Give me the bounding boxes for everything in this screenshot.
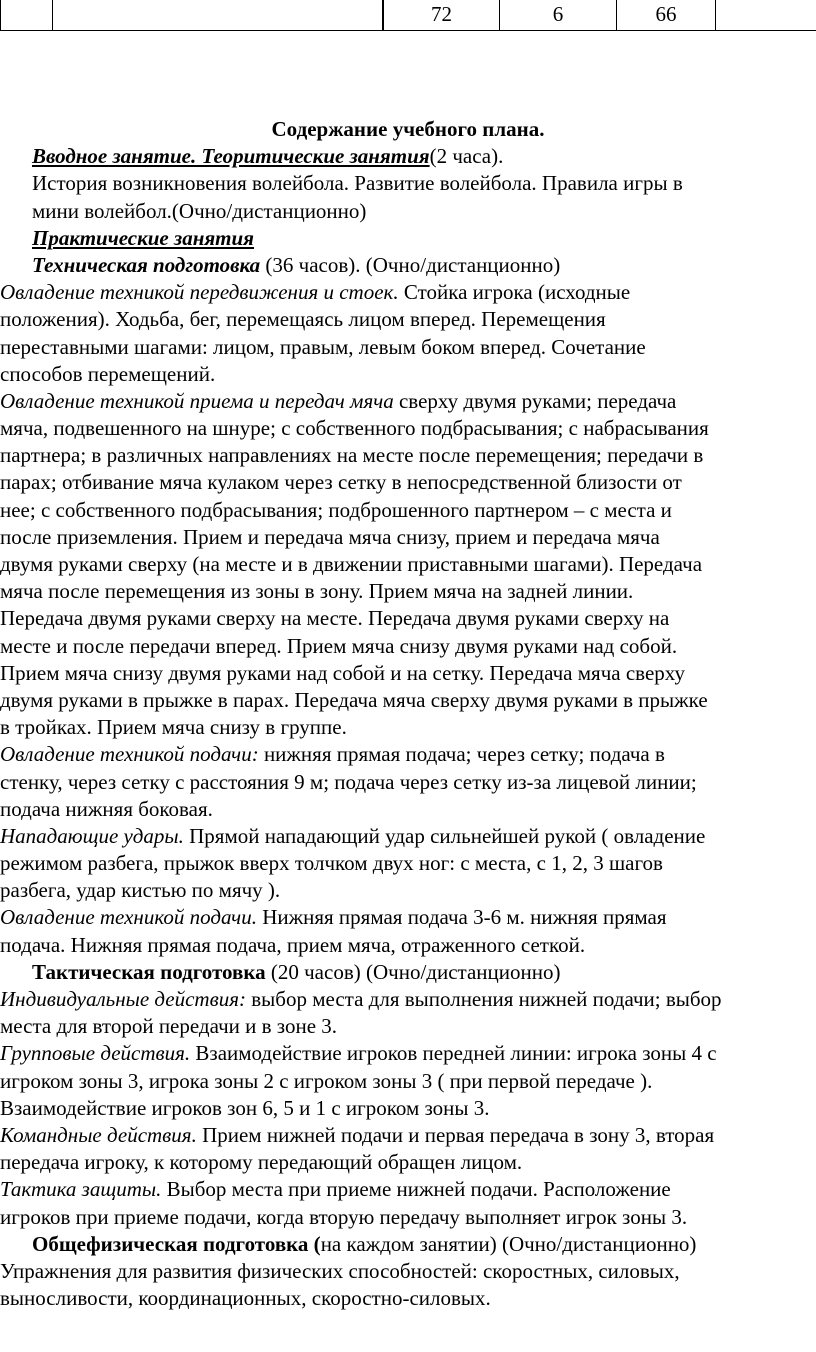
paragraph-line: выносливости, координационных, скоростно-силовых. [0,1286,491,1311]
paragraph-text: Нижняя прямая подача 3-6 м. нижняя прямая [256,905,667,930]
paragraph-line: разбега, удар кистью по мячу ). [0,878,281,903]
paragraph-line [0,388,816,415]
paragraph-line [0,279,816,306]
table-row [1,0,816,31]
ofp-heading [0,1231,816,1258]
paragraph-text: Выбор места при приеме нижней подачи. Расположение [161,1177,671,1202]
paragraph-heading: Групповые действия. [0,1041,191,1066]
paragraph-line [0,1040,816,1067]
table-cell [1,0,53,31]
paragraph-line [0,1176,816,1203]
paragraph-line: положения). Ходьба, бег, перемещаясь лицом вперед. Перемещения [0,307,606,332]
ofp-label: Общефизическая подготовка ( [32,1231,321,1256]
table-cell-hours-practice: 66 [617,0,716,31]
paragraph-heading: Нападающие удары. [0,823,184,848]
paragraph-line: в тройках. Прием мяча снизу в группе. [0,715,347,740]
table-cell-hours-total: 72 [384,0,500,31]
paragraph-line: Взаимодействие игроков зон 6, 5 и 1 с игроком зоны 3. [0,1095,490,1120]
paragraph-line: режимом разбега, прыжок вверх толчком двух ног: с места, с 1, 2, 3 шагов [0,851,663,876]
page-title: Содержание учебного плана. [271,117,545,141]
paragraph-line: Упражнения для развития физических способностей: скоростных, силовых, [0,1258,680,1283]
table-cell [53,0,383,31]
paragraph-line: партнера; в различных направлениях на месте после перемещения; передачи в [0,443,704,468]
paragraph-heading: Овладение техникой передвижения и стоек. [0,280,399,305]
paragraph-heading: Овладение техникой подачи. [0,905,257,930]
paragraph-text: Стойка игрока (исходные [398,280,631,305]
paragraph-line: мяча, подвешенного на шнуре; с собственного подбрасывания; с набрасывания [0,416,709,441]
paragraph-text: нижняя прямая подача; через сетку; подача в [258,742,665,767]
paragraph-line: игроков при приеме подачи, когда вторую передачу выполняет игрок зоны 3. [0,1204,688,1229]
tactics-label: Тактическая подготовка [32,959,266,984]
paragraph-line: стенку, через сетку с расстояния 9 м; подача через сетку из-за лицевой линии; [0,769,697,794]
tactics-hours: (20 часов) (Очно/дистанционно) [265,959,561,984]
paragraph-line: Прием мяча снизу двумя руками над собой и на сетку. Передача мяча сверху [0,660,685,685]
paragraph-heading: Овладение техникой приема и передач мяча [0,388,394,413]
intro-line: мини волейбол.(Очно/дистанционно) [32,198,367,223]
paragraph-heading: Командные действия. [0,1122,197,1147]
paragraph-line: двумя руками сверху (на месте и в движении приставными шагами). Передача [0,552,703,576]
practical-label: Практические занятия [32,225,254,250]
paragraph-line: переставными шагами: лицом, правым, левым боком вперед. Сочетание [0,334,646,359]
paragraph-line [0,823,816,850]
paragraph-heading: Тактика защиты. [0,1177,162,1202]
paragraph-line: месте и после передачи вперед. Прием мяча снизу двумя руками над собой. [0,633,678,658]
top-table [0,0,816,31]
paragraph-line [0,1122,816,1149]
intro-hours: (2 часа). [429,144,504,169]
paragraph-line [0,904,816,931]
intro-line: История возникновения волейбола. Развитие волейбола. Правила игры в [32,171,683,196]
tech-hours: (36 часов). (Очно/дистанционно) [260,252,561,277]
table-cell [716,0,816,31]
paragraph-text: сверху двумя руками; передача [393,388,677,413]
paragraph-line [0,986,816,1013]
paragraph-line: Передача двумя руками сверху на месте. Передача двумя руками сверху на [0,606,670,631]
table-cell-hours-theory: 6 [500,0,617,31]
tactics-heading [0,959,816,986]
paragraph-heading: Индивидуальные действия: [0,987,246,1011]
paragraph-line [0,741,816,768]
paragraph-line: места для второй передачи и в зоне 3. [0,1014,338,1039]
paragraph-line: мяча после перемещения из зоны в зону. Прием мяча на задней линии. [0,579,634,604]
paragraph-text: Прямой нападающий удар сильнейшей рукой ( овладение [183,823,706,848]
paragraph-text: Прием нижней подачи и первая передача в зону 3, вторая [196,1122,715,1147]
paragraph-heading: Овладение техникой подачи: [0,742,259,767]
paragraph-line: способов перемещений. [0,361,216,386]
paragraph-line: подача. Нижняя прямая подача, прием мяча, отраженного сеткой. [0,932,586,957]
paragraph-line: передача игроку, к которому передающий обращен лицом. [0,1150,523,1175]
paragraph-text: выбор места для выполнения нижней подачи; выбор [245,987,722,1011]
intro-label: Вводное занятие. Теоритические занятия [32,144,430,169]
ofp-hours: на каждом занятии) (Очно/дистанционно) [320,1231,697,1256]
paragraph-line: игроком зоны 3, игрока зоны 2 с игроком зоны 3 ( при первой передаче ). [0,1068,653,1093]
paragraph-text: Взаимодействие игроков передней линии: игрока зоны 4 с [190,1041,717,1066]
document-body [0,116,816,1312]
paragraph-line: нее; с собственного подбрасывания; подброшенного партнером – с места и [0,497,672,522]
practical-heading [0,225,816,252]
paragraph-line: после приземления. Прием и передача мяча снизу, прием и передача мяча [0,524,660,549]
paragraph-line: двумя руками в прыжке в парах. Передача мяча сверху двумя руками в прыжке [0,687,708,712]
paragraph-line: подача нижняя боковая. [0,796,213,821]
paragraph-line: парах; отбивание мяча кулаком через сетку в непосредственной близости от [0,470,682,495]
intro-heading [0,143,816,170]
tech-heading [0,252,816,279]
tech-label: Техническая подготовка [32,252,261,277]
